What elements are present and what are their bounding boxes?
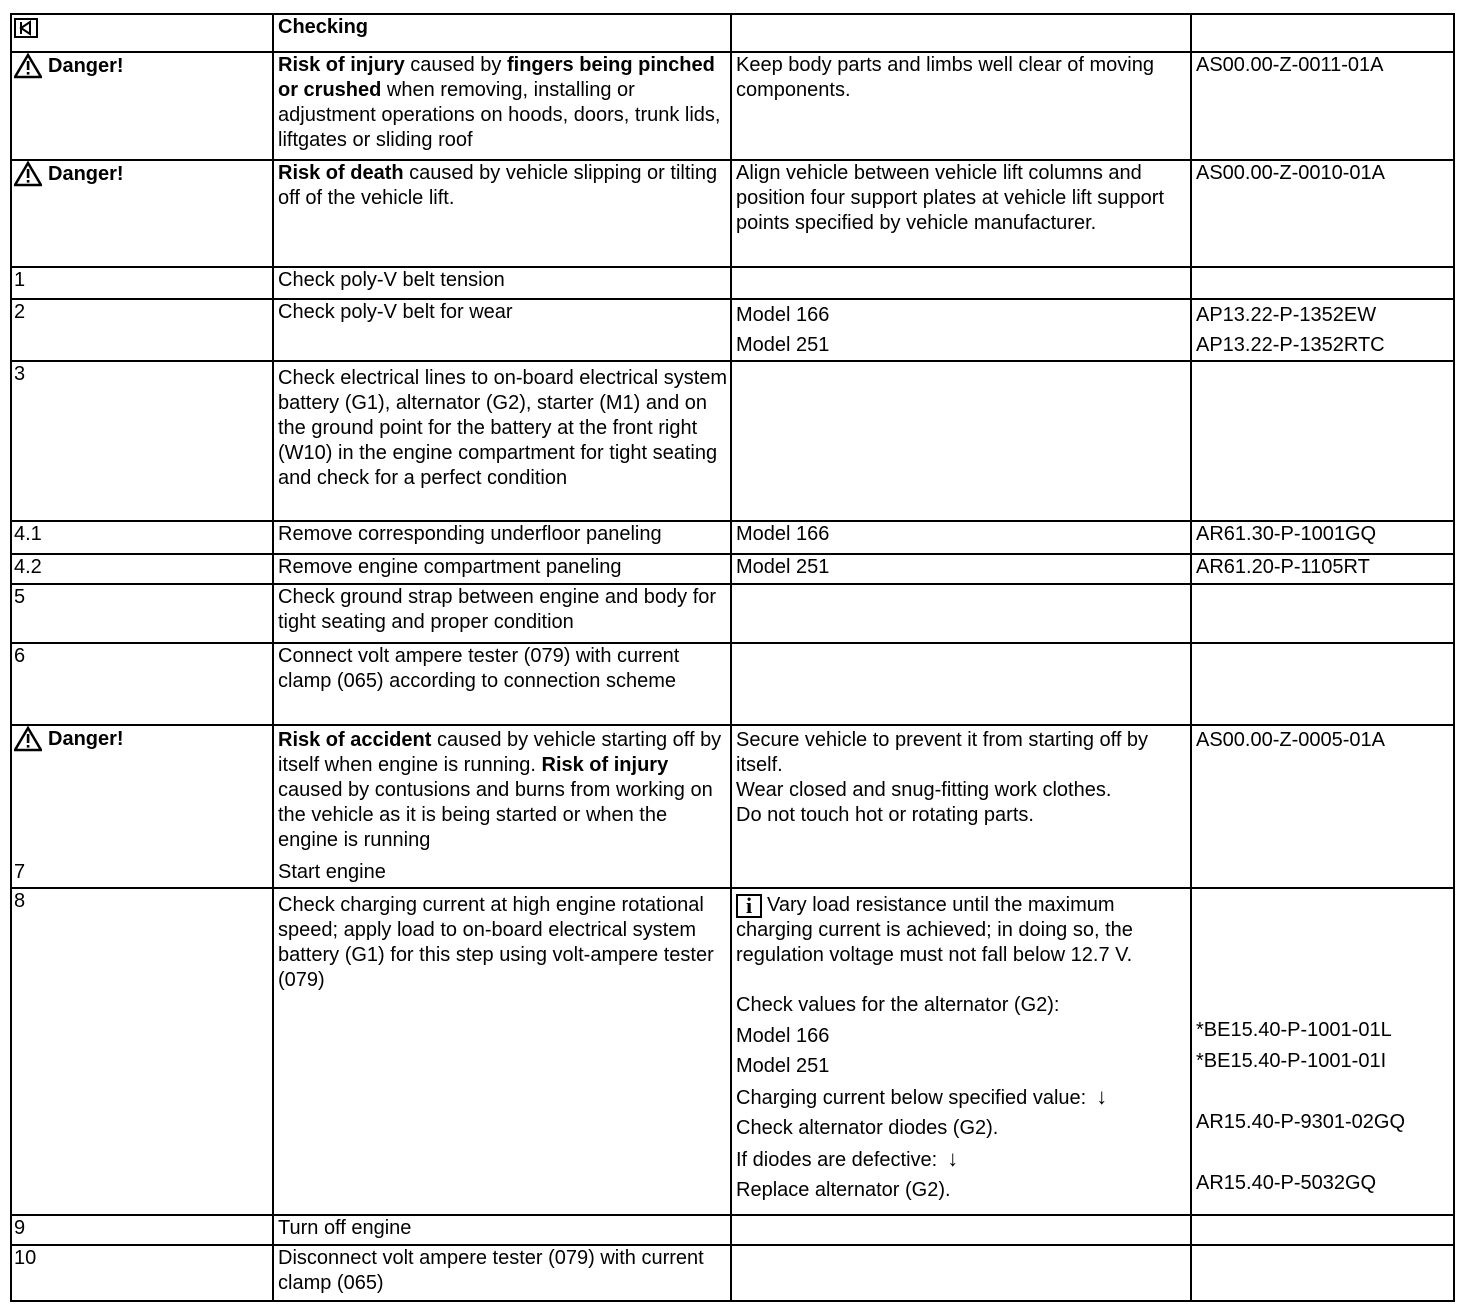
info-text: Vary load resistance until the maximum charging current is achieved; in doing so, the regulation voltage must not fall below 12.7 V. [736,894,1133,966]
step-number: 3 [11,361,273,521]
step-description: Check electrical lines to on-board electrical system battery (G1), alternator (G2), starter (M1) and on the ground point for the battery at the front right (W10) in the engine compartment for tight seating and check for a perfect condition [273,361,731,521]
action-cell: Align vehicle between vehicle lift columns and position four support plates at vehicle lift support points specified by vehicle manufacturer. [731,160,1191,267]
condition-line [736,1082,1190,1114]
action-text: Replace alternator (G2). [736,1179,951,1201]
action-cell [731,725,1191,888]
empty-cell [731,267,1191,299]
reference-link[interactable]: AS00.00-Z-0011-01A [1191,52,1454,160]
desc-text: when removing, installing or adjustment operations on hoods, doors, trunk lids, liftgates or sliding roof [278,79,721,151]
reference-link[interactable]: AR15.40-P-9301-02GQ [1196,1110,1406,1133]
step-number: 7 [14,861,26,883]
table-row [11,643,1454,725]
empty-line [1196,1076,1453,1107]
description-cell [273,52,731,160]
table-row [11,554,1454,584]
arrow-down-icon: ↓ [947,1145,959,1171]
description-cell [273,725,731,888]
reference-cell [1191,888,1454,1215]
info-icon: i [736,894,762,918]
empty-cell [731,361,1191,521]
warning-triangle-icon [14,53,42,79]
reference-link[interactable]: *BE15.40-P-1001-01L [1196,1019,1392,1041]
table-row [11,888,1454,1215]
action-text: Do not touch hot or rotating parts. [736,804,1034,826]
danger-label [14,161,272,187]
step-description: Check poly-V belt tension [273,267,731,299]
reference-cell [1191,299,1454,361]
table-row [11,521,1454,554]
danger-text: Danger! [48,727,124,750]
arrow-down-icon: ↓ [1096,1083,1108,1109]
empty-cell [731,1245,1191,1301]
table-row-header [11,14,1454,52]
reference-link[interactable]: AP13.22-P-1352RTC [1196,334,1385,356]
step-description: Check ground strap between engine and body for tight seating and proper condition [273,584,731,643]
action-cell [731,888,1191,1215]
reference-link[interactable]: AS00.00-Z-0010-01A [1191,160,1454,267]
model-label: Model 251 [736,1055,830,1077]
empty-cell [731,1215,1191,1245]
table-row-danger [11,160,1454,267]
reference-link[interactable]: AR61.30-P-1001GQ [1191,521,1454,554]
empty-cell [1191,267,1454,299]
risk-heading: fingers being pinched or crushed [278,54,715,101]
warning-triangle-icon [14,161,42,187]
step-number: 10 [11,1245,273,1301]
desc-text: caused by [404,54,507,76]
risk-heading: Risk of accident [278,729,432,751]
danger-text: Danger! [48,54,124,77]
action-text: Wear closed and snug-fitting work clothes. [736,779,1112,801]
action-cell [731,299,1191,361]
step-number: 9 [11,1215,273,1245]
step-description: Disconnect volt ampere tester (079) with current clamp (065) [273,1245,731,1301]
table-row [11,299,1454,361]
model-label: Model 251 [731,554,1191,584]
action-cell: Keep body parts and limbs well clear of moving components. [731,52,1191,160]
danger-cell [11,160,273,267]
step-description: Connect volt ampere tester (079) with current clamp (065) according to connection scheme [273,643,731,725]
empty-line [1196,1137,1453,1168]
reference-link[interactable]: *BE15.40-P-1001-01I [1196,1049,1387,1072]
empty-cell [731,643,1191,725]
description-cell [273,160,731,267]
check-values-label: Check values for the alternator (G2): [736,994,1060,1016]
danger-cell [11,725,273,888]
action-text: Secure vehicle to prevent it from starting off by itself. [736,729,1149,776]
step-number: 5 [11,584,273,643]
reference-link[interactable]: AP13.22-P-1352EW [1196,304,1377,326]
step-number: 6 [11,643,273,725]
empty-cell [1191,14,1454,52]
table-row-danger [11,52,1454,160]
page-title: Checking [273,14,731,52]
step-description: Remove corresponding underfloor paneling [273,521,731,554]
step-description: Check charging current at high engine rotational speed; apply load to on-board electrical system battery (G1) for this step using volt-ampere tester (079) [273,888,731,1215]
risk-heading: Risk of injury [278,54,405,76]
step-description: Start engine [278,861,386,883]
back-triangle-icon[interactable] [14,18,38,38]
info-note [736,893,1190,968]
model-label: Model 166 [736,1024,830,1047]
empty-cell [731,584,1191,643]
empty-cell [1191,643,1454,725]
table-row [11,361,1454,521]
model-label: Model 251 [736,334,830,356]
step-description: Turn off engine [273,1215,731,1245]
reference-link[interactable]: AR15.40-P-5032GQ [1196,1171,1377,1194]
desc-text: caused by contusions and burns from working on the vehicle as it is being started or when the engine is running [278,779,713,851]
condition-line [736,1144,1190,1176]
step-number: 2 [11,299,273,361]
step-description: Check poly-V belt for wear [273,299,731,361]
table-row [11,1245,1454,1301]
step-number: 4.2 [11,554,273,584]
danger-cell [11,52,273,160]
warning-triangle-icon [14,726,42,752]
empty-cell [1191,1245,1454,1301]
step-number: 8 [11,888,273,1215]
table-row [11,584,1454,643]
table-row-danger [11,725,1454,888]
danger-label [14,53,272,79]
table-row [11,267,1454,299]
model-label: Model 166 [731,521,1191,554]
model-label: Model 166 [736,304,830,326]
step-number: 4.1 [11,521,273,554]
risk-heading: Risk of injury [541,754,669,776]
desc-text: caused by vehicle slipping or tilting off of the vehicle lift. [278,162,718,209]
table-row [11,1215,1454,1245]
empty-cell [1191,361,1454,521]
reference-link[interactable]: AR61.20-P-1105RT [1191,554,1454,584]
risk-heading: Risk of death [278,162,404,184]
procedure-table [10,13,1455,1302]
empty-cell [1191,1215,1454,1245]
back-cell [11,14,273,52]
danger-text: Danger! [48,162,124,185]
danger-label [14,726,272,752]
action-text: Check alternator diodes (G2). [736,1117,999,1139]
condition-text: If diodes are defective: [736,1148,938,1171]
step-number: 1 [11,267,273,299]
step-description: Remove engine compartment paneling [273,554,731,584]
condition-text: Charging current below specified value: [736,1086,1087,1109]
empty-cell [731,14,1191,52]
empty-cell [1191,584,1454,643]
reference-link[interactable]: AS00.00-Z-0005-01A [1191,725,1454,888]
desc-text: caused by vehicle starting off by itself when engine is running. [278,729,722,776]
